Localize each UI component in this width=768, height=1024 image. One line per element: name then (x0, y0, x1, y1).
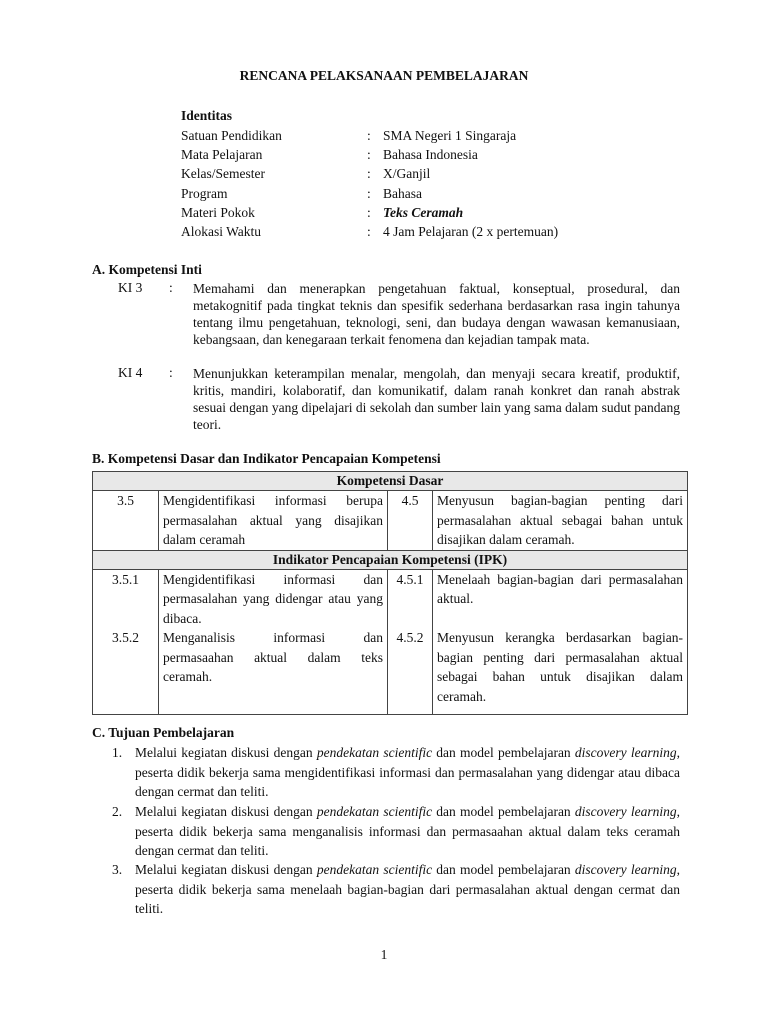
table-header-row (93, 472, 688, 491)
identitas-value: Bahasa Indonesia (383, 147, 478, 162)
emphasis-text: pendekatan scientific (316, 745, 433, 760)
identitas-label: Program (181, 186, 228, 201)
ipk-text: Menelaah bagian-bagian dari permasalahan aktual. (433, 569, 688, 628)
ki-label: KI 3 (118, 280, 143, 295)
list-item (112, 802, 680, 861)
identitas-value: Bahasa (383, 186, 422, 201)
identitas-colon: : (367, 205, 371, 220)
ki-colon: : (169, 280, 173, 295)
kd-text: Mengidentifikasi informasi berupa permasalahan aktual yang disajikan dalam ceramah (159, 491, 388, 551)
ipk-text: Menganalisis informasi dan permasaahan aktual dalam teks ceramah. (159, 628, 388, 715)
list-item (112, 743, 680, 802)
identitas-label: Kelas/Semester (181, 166, 265, 181)
emphasis-text: pendekatan scientific (316, 862, 433, 877)
identitas-label: Satuan Pendidikan (181, 128, 282, 143)
identitas-row (181, 145, 701, 164)
ki-text: Memahami dan menerapkan pengetahuan faktual, konseptual, prosedural, dan metakognitif pada tingkat teknis dan spesifik sederhana berdasarkan rasa ingin tahunya tentang ilmu pengetahuan, teknologi, seni, dan budaya dengan wawasan kemanusiaan, kebangsaan, dan kenegaraan terkait fenomena dan kejadian tampak mata. (193, 281, 680, 347)
ipk-number: 4.5.1 (388, 569, 433, 628)
ipk-number: 3.5.1 (93, 569, 159, 628)
emphasis-text: pendekatan scientific (316, 804, 433, 819)
table-header-row (93, 550, 688, 569)
identitas-row (181, 164, 701, 183)
ki-text: Menunjukkan keterampilan menalar, mengolah, dan menyaji secara kreatif, produktif, kritis, mandiri, kolaboratif, dan komunikatif, dalam ranah konkret dan ranah abstrak sesuai dengan yang dipelajari di sekolah dan sumber lain yang sama dalam sudut pandang teori. (193, 366, 680, 432)
identitas-label: Materi Pokok (181, 205, 255, 220)
list-text: Melalui kegiatan diskusi dengan pendekatan scientific dan model pembelajaran discovery learning, peserta didik bekerja sama mengidentifikasi informasi dan permasalahan yang didengar atau dibaca dengan cermat dan teliti. (135, 745, 680, 799)
identitas-row (181, 184, 701, 203)
table-row (93, 491, 688, 551)
identitas-colon: : (367, 128, 371, 143)
emphasis-text: discovery learning (574, 804, 677, 819)
identitas-row (181, 203, 701, 222)
emphasis-text: discovery learning (574, 862, 677, 877)
identitas-colon: : (367, 166, 371, 181)
section-b-heading: B. Kompetensi Dasar dan Indikator Pencapaian Kompetensi (92, 451, 441, 466)
section-a-heading: A. Kompetensi Inti (92, 262, 202, 277)
page-number: 1 (380, 947, 388, 962)
kd-header: Kompetensi Dasar (93, 472, 688, 491)
ipk-number: 3.5.2 (93, 628, 159, 715)
table-row (93, 569, 688, 628)
section-c-heading: C. Tujuan Pembelajaran (92, 725, 235, 740)
emphasis-text: discovery learning (574, 745, 677, 760)
ki-colon: : (169, 365, 173, 380)
identitas-colon: : (367, 186, 371, 201)
identitas-value: Teks Ceramah (383, 205, 464, 220)
list-number: 2. (112, 804, 123, 819)
identitas-colon: : (367, 224, 371, 239)
list-text: Melalui kegiatan diskusi dengan pendekatan scientific dan model pembelajaran discovery learning, peserta didik bekerja sama menganalisis informasi dan permasaahan aktual dalam teks ceramah dengan cermat dan teliti. (135, 804, 680, 858)
document-title: RENCANA PELAKSANAAN PEMBELAJARAN (239, 68, 529, 83)
kd-number: 3.5 (93, 491, 159, 551)
kd-number: 4.5 (388, 491, 433, 551)
kd-text: Menyusun bagian-bagian penting dari permasalahan aktual sebagai bahan untuk disajikan dalam ceramah. (433, 491, 688, 551)
ki-label: KI 4 (118, 365, 143, 380)
table-row (93, 628, 688, 715)
list-number: 1. (112, 745, 123, 760)
identitas-row (181, 126, 701, 145)
ipk-header: Indikator Pencapaian Kompetensi (IPK) (93, 550, 688, 569)
identitas-value: X/Ganjil (383, 166, 431, 181)
identitas-heading: Identitas (181, 108, 233, 123)
list-text: Melalui kegiatan diskusi dengan pendekatan scientific dan model pembelajaran discovery learning, peserta didik bekerja sama menelaah bagian-bagian dari permasalahan aktual dengan cermat dan teliti. (135, 862, 680, 916)
ipk-text: Mengidentifikasi informasi dan permasalahan yang didengar atau yang dibaca. (159, 569, 388, 628)
kompetensi-table (92, 471, 688, 715)
list-number: 3. (112, 862, 123, 877)
list-item (112, 860, 680, 919)
ipk-text: Menyusun kerangka berdasarkan bagian-bagian penting dari permasalahan aktual sebagai bahan untuk disajikan dalam ceramah. (433, 628, 688, 715)
identitas-row (181, 222, 701, 241)
identitas-value: 4 Jam Pelajaran (2 x pertemuan) (383, 224, 559, 239)
identitas-label: Mata Pelajaran (181, 147, 263, 162)
identitas-value: SMA Negeri 1 Singaraja (383, 128, 517, 143)
identitas-colon: : (367, 147, 371, 162)
identitas-label: Alokasi Waktu (181, 224, 262, 239)
ipk-number: 4.5.2 (388, 628, 433, 715)
